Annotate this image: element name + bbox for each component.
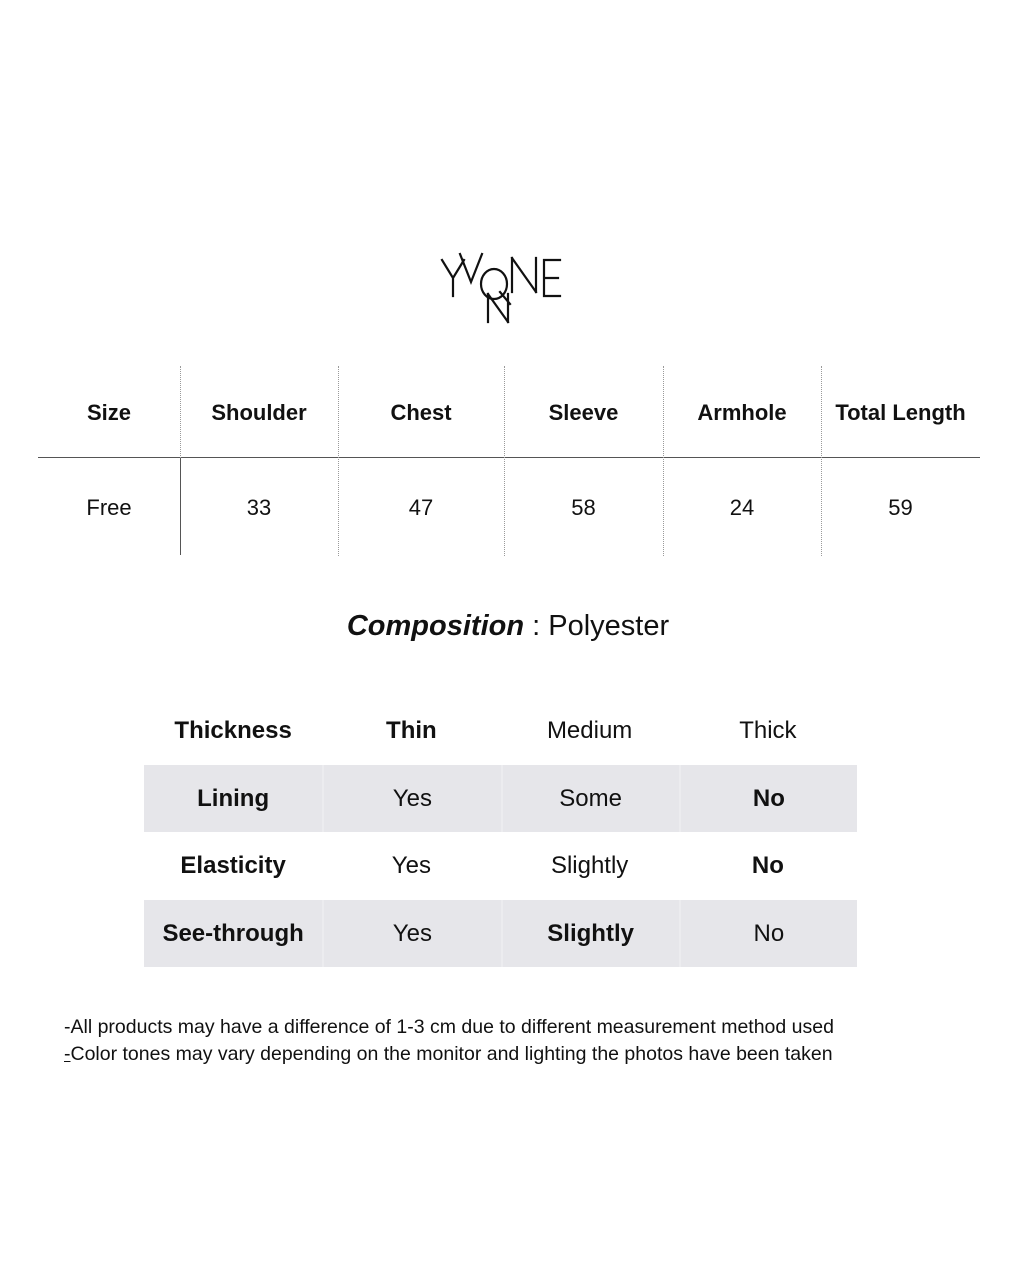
fabric-label: Elasticity bbox=[180, 852, 286, 879]
header-armhole: Armhole bbox=[697, 400, 787, 425]
composition-label: Composition bbox=[346, 610, 525, 642]
fabric-option: Some bbox=[501, 765, 679, 833]
fabric-row-thickness bbox=[144, 697, 857, 765]
fabric-option: Yes bbox=[391, 852, 431, 879]
value-shoulder: 33 bbox=[246, 495, 272, 520]
fabric-option: Yes bbox=[322, 765, 500, 833]
fabric-option: No bbox=[679, 900, 857, 968]
note-dash: - bbox=[64, 1043, 71, 1065]
column-divider bbox=[504, 366, 505, 556]
fabric-option: Slightly bbox=[550, 852, 629, 879]
value-sleeve: 58 bbox=[571, 495, 596, 520]
header-sleeve: Sleeve bbox=[548, 400, 619, 425]
value-total-length: 59 bbox=[888, 495, 913, 520]
fabric-row-lining bbox=[144, 765, 857, 833]
fabric-option-selected: No bbox=[679, 765, 857, 833]
composition-line bbox=[0, 608, 1016, 644]
fabric-row-see-through bbox=[144, 900, 857, 968]
column-divider bbox=[821, 366, 822, 556]
fabric-label: Thickness bbox=[174, 717, 292, 744]
column-divider bbox=[338, 366, 339, 556]
brand-logo-mark bbox=[440, 248, 570, 328]
value-chest: 47 bbox=[408, 495, 434, 520]
fabric-label: See-through bbox=[162, 919, 304, 947]
value-size: Free bbox=[86, 495, 132, 520]
fabric-properties-table bbox=[144, 697, 857, 967]
note-color-tones bbox=[64, 1041, 984, 1068]
fabric-row-elasticity bbox=[144, 832, 857, 900]
fabric-option: Thick bbox=[739, 717, 797, 744]
composition-separator: : bbox=[524, 610, 549, 642]
value-armhole: 24 bbox=[729, 495, 755, 520]
fabric-option-selected: Thin bbox=[386, 717, 437, 744]
brand-logo bbox=[440, 248, 570, 328]
disclaimer-notes bbox=[64, 1014, 984, 1068]
composition-value: Polyester bbox=[548, 610, 670, 642]
size-table bbox=[38, 366, 980, 556]
header-shoulder: Shoulder bbox=[211, 400, 307, 425]
header-total-length: Total Length bbox=[835, 400, 966, 425]
fabric-option-selected: Slightly bbox=[501, 900, 679, 968]
header-size: Size bbox=[86, 400, 132, 425]
fabric-option-selected: No bbox=[751, 852, 784, 879]
note-measurement: -All products may have a difference of 1-3 cm due to different measurement method used bbox=[64, 1016, 834, 1038]
header-chest: Chest bbox=[390, 400, 452, 425]
fabric-label: Lining bbox=[197, 784, 270, 812]
fabric-option: Medium bbox=[546, 717, 633, 744]
fabric-option: Yes bbox=[322, 900, 500, 968]
note-color-text: Color tones may vary depending on the monitor and lighting the photos have been taken bbox=[70, 1043, 833, 1065]
column-divider bbox=[663, 366, 664, 556]
